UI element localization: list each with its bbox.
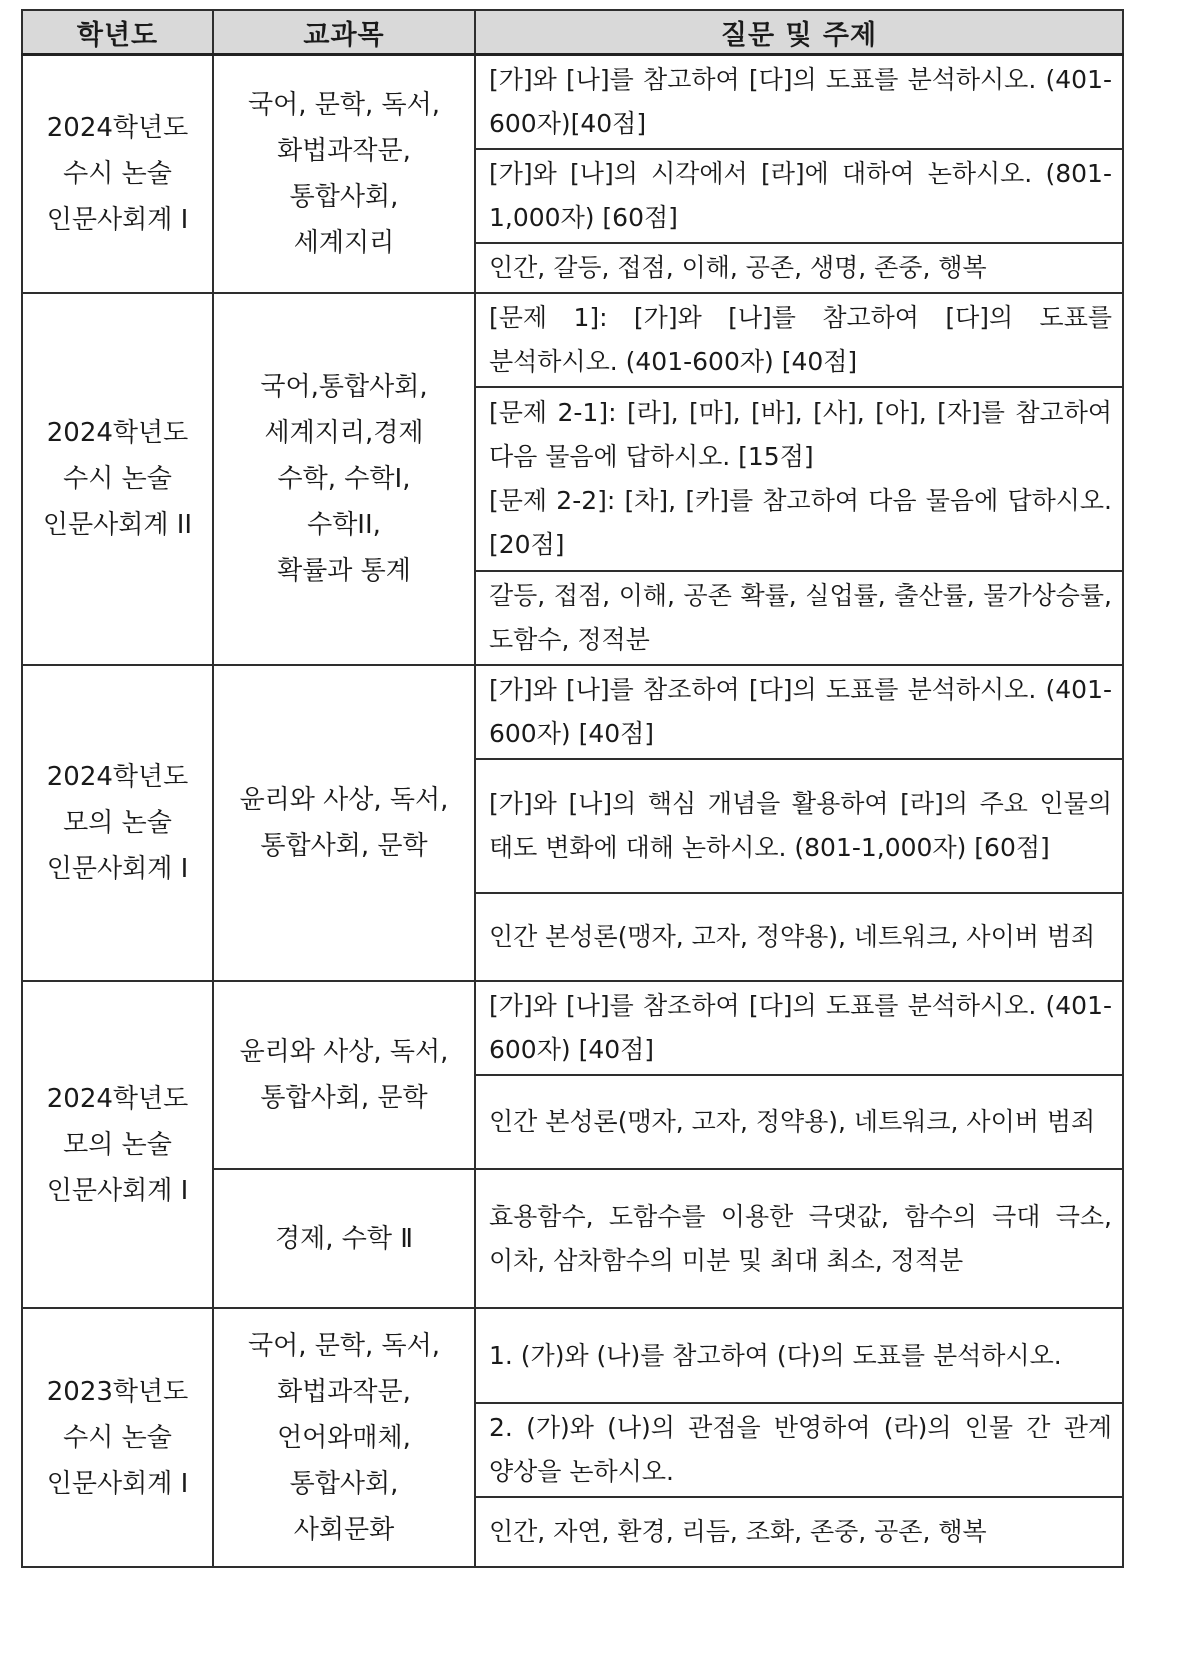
subject-cell xyxy=(213,1308,475,1567)
header-questions: 질문 및 주제 xyxy=(475,10,1123,55)
year-line: 2023학년도 xyxy=(46,1376,189,1407)
question-text: [가]와 [나]를 참조하여 [다]의 도표를 분석하시오. (401-600자) [40점] xyxy=(489,991,1112,1064)
keywords-cell xyxy=(475,243,1123,293)
keywords-cell xyxy=(475,1169,1123,1308)
subject-line: 윤리와 사상, 독서, xyxy=(239,1037,449,1067)
question-text: [가]와 [나]의 시각에서 [라]에 대하여 논하시오. (801-1,000자) [60점] xyxy=(489,159,1112,232)
question-text: 2. (가)와 (나)의 관점을 반영하여 (라)의 인물 간 관계 양상을 논하시오. xyxy=(489,1413,1112,1486)
header-subjects: 교과목 xyxy=(213,10,475,55)
question-cell xyxy=(475,387,1123,571)
subject-line: 세계지리 xyxy=(293,228,395,258)
subject-line: 사회문화 xyxy=(293,1514,395,1545)
subject-line: 국어, 문학, 독서, xyxy=(247,1330,441,1361)
keywords-cell xyxy=(475,1075,1123,1169)
question-cell xyxy=(475,759,1123,893)
year-line: 2024학년도 xyxy=(46,762,189,792)
question-cell xyxy=(475,149,1123,243)
question-cell xyxy=(475,1403,1123,1497)
subject-line: 윤리와 사상, 독서, xyxy=(239,785,449,815)
subject-line: 언어와매체, xyxy=(277,1422,411,1453)
subject-cell xyxy=(213,665,475,981)
subject-line: 수학, 수학I, xyxy=(277,464,411,494)
year-line: 수시 논술 xyxy=(63,159,172,189)
subject-line: 국어, 문학, 독서, xyxy=(247,90,441,120)
year-cell xyxy=(22,665,213,981)
subject-line: 통합사회, xyxy=(289,1468,399,1499)
keywords-cell xyxy=(475,571,1123,665)
year-line: 수시 논술 xyxy=(63,1422,172,1453)
question-text: [가]와 [나]를 참조하여 [다]의 도표를 분석하시오. (401-600자) [40점] xyxy=(489,675,1112,748)
subject-line: 화법과작문, xyxy=(277,1376,411,1407)
keywords-text: 효용함수, 도함수를 이용한 극댓값, 함수의 극대 극소, 이차, 삼차함수의 미분 및 최대 최소, 정적분 xyxy=(489,1201,1112,1275)
table-row xyxy=(22,665,1123,759)
year-line: 모의 논술 xyxy=(63,808,172,838)
year-cell xyxy=(22,981,213,1308)
keywords-text: 갈등, 접점, 이해, 공존 확률, 실업률, 출산률, 물가상승률, 도함수, 정적분 xyxy=(489,581,1112,654)
keywords-text: 인간, 자연, 환경, 리듬, 조화, 존중, 공존, 행복 xyxy=(489,1517,987,1546)
subject-line: 수학II, xyxy=(307,510,381,540)
subject-line: 확률과 통계 xyxy=(277,556,411,586)
year-line: 인문사회계 I xyxy=(46,1175,189,1206)
question-text: 1. (가)와 (나)를 참고하여 (다)의 도표를 분석하시오. xyxy=(489,1340,1062,1370)
year-cell xyxy=(22,55,213,294)
keywords-text: 인간 본성론(맹자, 고자, 정약용), 네트워크, 사이버 범죄 xyxy=(489,1107,1096,1136)
question-cell xyxy=(475,1308,1123,1403)
question-cell xyxy=(475,55,1123,150)
subject-line: 경제, 수학 Ⅱ xyxy=(274,1223,414,1254)
question-text: [가]와 [나]를 참고하여 [다]의 도표를 분석하시오. (401-600자)[40점] xyxy=(489,65,1112,138)
question-text: [문제 2-2]: [차], [카]를 참고하여 다음 물음에 답하시오. [20점] xyxy=(489,486,1112,559)
subject-cell xyxy=(213,293,475,665)
year-line: 2024학년도 xyxy=(46,418,189,448)
question-cell xyxy=(475,293,1123,387)
subject-line: 통합사회, xyxy=(289,182,399,212)
year-line: 2024학년도 xyxy=(46,1083,189,1114)
subject-line: 통합사회, 문학 xyxy=(260,1083,428,1113)
subject-line: 국어,통합사회, xyxy=(260,372,428,402)
keywords-text: 인간, 갈등, 접점, 이해, 공존, 생명, 존중, 행복 xyxy=(489,253,987,282)
question-text: [가]와 [나]의 핵심 개념을 활용하여 [라]의 주요 인물의 태도 변화에 대해 논하시오. (801-1,000자) [60점] xyxy=(489,789,1112,862)
table-row xyxy=(22,55,1123,150)
keywords-cell xyxy=(475,893,1123,981)
question-text: [문제 1]: [가]와 [나]를 참고하여 [다]의 도표를 분석하시오. (401-600자) [40점] xyxy=(489,303,1112,376)
subject-cell xyxy=(213,1169,475,1308)
year-cell xyxy=(22,1308,213,1567)
subject-line: 세계지리,경제 xyxy=(264,418,424,448)
keywords-cell xyxy=(475,1497,1123,1567)
keywords-text: 인간 본성론(맹자, 고자, 정약용), 네트워크, 사이버 범죄 xyxy=(489,922,1096,951)
question-cell xyxy=(475,665,1123,759)
year-line: 인문사회계 I xyxy=(46,1468,189,1499)
year-line: 인문사회계 II xyxy=(42,510,193,540)
question-text: [문제 2-1]: [라], [마], [바], [사], [아], [자]를 참고하여 다음 물음에 답하시오. [15점] xyxy=(489,398,1112,471)
year-line: 수시 논술 xyxy=(63,464,172,494)
header-year: 학년도 xyxy=(22,10,213,55)
year-line: 인문사회계 I xyxy=(46,854,189,884)
table-row xyxy=(22,293,1123,387)
subject-line: 통합사회, 문학 xyxy=(260,831,428,861)
year-line: 모의 논술 xyxy=(63,1129,172,1160)
year-line: 2024학년도 xyxy=(46,113,189,143)
subject-cell xyxy=(213,55,475,294)
question-cell xyxy=(475,981,1123,1075)
table-row xyxy=(22,1308,1123,1403)
year-line: 인문사회계 I xyxy=(46,205,189,235)
subject-line: 화법과작문, xyxy=(277,136,411,166)
year-cell xyxy=(22,293,213,665)
header-row xyxy=(22,10,1123,55)
subject-cell xyxy=(213,981,475,1169)
table-row xyxy=(22,981,1123,1075)
exam-topics-table xyxy=(21,9,1124,1568)
